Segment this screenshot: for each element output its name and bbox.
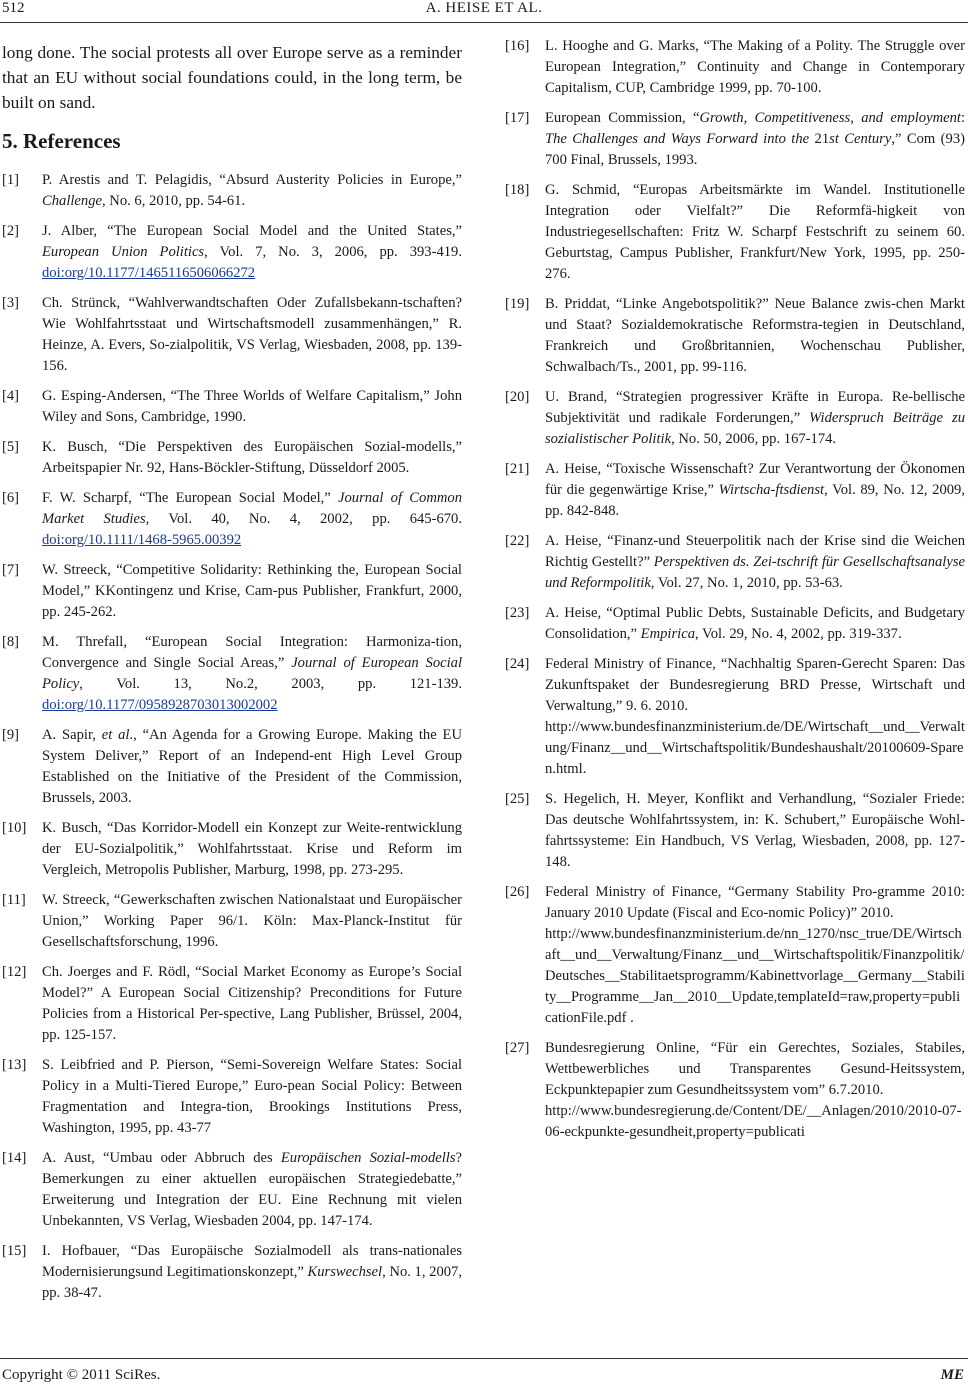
- reference-number: [20]: [505, 389, 530, 405]
- reference-number: [2]: [2, 223, 20, 239]
- reference-number: [10]: [2, 820, 27, 836]
- reference-number: [1]: [2, 172, 20, 188]
- reference-number: [15]: [2, 1243, 27, 1259]
- reference-item: [14] A. Aust, “Umbau oder Abbruch des Europäischen Sozial-modells? Bemerkungen zu einer aktuellen europäischen Strategiedebatte,” Erweiterung und Integration der EU. Eine Rechnung mit vielen Unbekannten, VS Verlag, Wiesbaden 2004, pp. 147-174.: [2, 1150, 462, 1229]
- reference-number: [7]: [2, 562, 20, 578]
- reference-number: [4]: [2, 388, 20, 404]
- reference-item: [20] U. Brand, “Strategien progressiver Kräfte in Europa. Re-bellische Subjektivität und radikale Forderungen,” Widerspruch Beiträge zu sozialistischer Politik, No. 50, 2006, pp. 167-174.: [505, 389, 965, 447]
- reference-item: [17] European Commission, “Growth, Competitiveness, and employment: The Challenges and Ways Forward into the 21st Century,” Com (93) 700 Final, Brussels, 1993.: [505, 110, 965, 168]
- reference-item: [8] M. Threfall, “European Social Integration: Harmoniza-tion, Convergence and Single Social Areas,” Journal of European Social Policy, Vol. 13, No.2, 2003, pp. 121-139. doi:org/10.1177/0958928703013002002: [2, 634, 463, 713]
- reference-number: [14]: [2, 1150, 27, 1166]
- reference-item: [27] Bundesregierung Online, “Für ein Gerechtes, Soziales, Stabiles, Wettbewerbliches und Transparentes Gesund-Heitssystem, Eckpunktepapier zum Gesundheitssystem vom” 6.7.2010. http://www.bundesregierung.de/Content/DE/__Anlagen/2010/2010-07-06-eckpunkte-gesundheit,property=publicati: [505, 1038, 965, 1143]
- copyright-notice: Copyright © 2011 SciRes.: [2, 1367, 161, 1383]
- reference-number: [23]: [505, 605, 530, 621]
- reference-number: [5]: [2, 439, 20, 455]
- reference-item: [13] S. Leibfried and P. Pierson, “Semi-Sovereign Welfare States: Social Policy in a Multi-Tiered Europe,” Euro-pean Social Policy: Between Fragmentation and Integra-tion, Brookings Institutions Press, Washington, 1995, pp. 43-77: [2, 1057, 462, 1136]
- url-link[interactable]: http://www.bundesregierung.de/Content/DE/__Anlagen/2010/2010-07-06-eckpunkte-gesundheit,property=publicati: [545, 1103, 962, 1140]
- reference-number: [11]: [2, 892, 26, 908]
- section-title: 5. References: [2, 129, 121, 153]
- page-number: 512: [2, 0, 25, 16]
- reference-item: [4] G. Esping-Andersen, “The Three Worlds of Welfare Capitalism,” John Wiley and Sons, Cambridge, 1990.: [2, 388, 462, 425]
- reference-item: [3] Ch. Strünck, “Wahlverwandtschaften Oder Zufallsbekann-tschaften? Wie Wohlfahrtsstaat und Wirtschaftsmodell zusammenhängen,” R. Heinze, A. Evers, So-zialpolitik, VS Verlag, Wiesbaden, 2008, pp. 139-156.: [2, 295, 462, 374]
- doi-link[interactable]: doi:org/10.1111/1468-5965.00392: [42, 532, 242, 548]
- reference-item: [16] L. Hooghe and G. Marks, “The Making of a Polity. The Struggle over European Integration,” Continuity and Change in Contemporary Capitalism, CUP, Cambridge 1999, pp. 70-100.: [505, 38, 965, 96]
- reference-item: [6] F. W. Scharpf, “The European Social Model,” Journal of Common Market Studies, Vol. 40, No. 4, 2002, pp. 645-670. doi:org/10.1111/1468-5965.00392: [2, 490, 463, 548]
- left-column: [2, 40, 462, 1313]
- doi-link[interactable]: doi:org/10.1177/0958928703013002002: [42, 697, 278, 713]
- page-footer: [0, 1358, 968, 1387]
- reference-item: [25] S. Hegelich, H. Meyer, Konflikt and Verhandlung, “Sozialer Friede: Das deutsche Wohlfahrtssystem, in: K. Schubert,” Europäische Wohl-fahrtssysteme: Ein Handbuch, VS Verlag, Wiesbaden, 2008, pp. 127-148.: [505, 791, 965, 870]
- intro-paragraph: long done. The social protests all over Europe serve as a reminder that an EU without social foundations could, in the long term, be built on sand.: [2, 43, 462, 112]
- reference-item: [22] A. Heise, “Finanz-und Steuerpolitik nach der Krise sind die Weichen Richtig Gestellt?” Perspektiven ds. Zei-tschrift für Gesellschaftsanalyse und Reformpolitik, Vol. 27, No. 1, 2010, pp. 53-63.: [505, 533, 965, 591]
- running-head: A. HEISE ET AL.: [425, 0, 543, 16]
- reference-number: [17]: [505, 110, 530, 126]
- reference-number: [19]: [505, 296, 530, 312]
- reference-item: [19] B. Priddat, “Linke Angebotspolitik?” Neue Balance zwis-chen Markt und Staat? Sozialdemokratische Reformstra-tegien in Deutschland, Frankreich und Großbritannien, Wochenschau Publisher, Schwalbach/Ts., 2001, pp. 99-116.: [505, 296, 965, 375]
- reference-number: [25]: [505, 791, 530, 807]
- reference-item: [10] K. Busch, “Das Korridor-Modell ein Konzept zur Weite-rentwicklung der EU-Sozialpolitik,” Wohlfahrtsstaat. Krise und Reform im Vergleich, Metropolis Publisher, Marburg, 1998, pp. 273-295.: [2, 820, 462, 878]
- reference-number: [27]: [505, 1040, 530, 1056]
- reference-item: [9] A. Sapir, et al., “An Agenda for a Growing Europe. Making the EU System Deliver,” Report of an Independ-ent High Level Group Established on the Initiative of the President of the Commission, Brussels, 2003.: [2, 727, 462, 806]
- reference-number: [16]: [505, 38, 530, 54]
- journal-abbreviation: ME: [940, 1367, 964, 1383]
- reference-number: [9]: [2, 727, 20, 743]
- url-link[interactable]: http://www.bundesfinanzministerium.de/nn_1270/nsc_true/DE/Wirtschaft__und__Verwaltung/Finanz__und__Wirtschaftspolitik/Finanzpolitik/Deutsches__Stabilitaetsprogramm/Kabinettvorlage__Germany__Stability__Programme__Jan__2010__Update,templateId=raw,property=publicationFile.pdf .: [545, 926, 965, 1026]
- reference-item: [24] Federal Ministry of Finance, “Nachhaltig Sparen-Gerecht Sparen: Das Zukunftspaket der Bundesregierung BRD Presse, Wirtschaft und Verwaltung,” 9. 6. 2010. http://www.bundesfinanzministerium.de/DE/Wirtschaft__und__Verwaltung/Finanz__und__Wirtschaftspolitik/Bundeshaushalt/20100609-Sparen.html.: [505, 654, 965, 780]
- reference-number: [6]: [2, 490, 20, 506]
- right-column: [505, 36, 965, 1152]
- reference-number: [26]: [505, 884, 530, 900]
- reference-item: [23] A. Heise, “Optimal Public Debts, Sustainable Deficits, and Budgetary Consolidation,” Empirica, Vol. 29, No. 4, 2002, pp. 319-337.: [505, 605, 965, 642]
- reference-number: [18]: [505, 182, 530, 198]
- reference-item: [11] W. Streeck, “Gewerkschaften zwischen Nationalstaat und Europäischer Union,” Working Paper 96/1. Köln: Max-Planck-Institut für Gesellschaftsforschung, 1996.: [2, 892, 462, 950]
- reference-item: [26] Federal Ministry of Finance, “Germany Stability Pro-gramme 2010: January 2010 Update (Fiscal and Eco-nomic Policy)” 2010. http://www.bundesfinanzministerium.de/nn_1270/nsc_true/DE/Wirtschaft__und__Verwaltung/Finanz__und__Wirtschaftspolitik/Finanzpolitik/Deutsches__Stabilitaetsprogramm/Kabinettvorlage__Germany__Stability__Programme__Jan__2010__Update,templateId=raw,property=publicationFile.pdf .: [505, 882, 965, 1029]
- reference-item: [15] I. Hofbauer, “Das Europäische Sozialmodell als trans-nationales Modernisierungsund Legitimationskonzept,” Kurswechsel, No. 1, 2007, pp. 38-47.: [2, 1243, 462, 1301]
- reference-item: [18] G. Schmid, “Europas Arbeitsmärkte im Wandel. Institutionelle Integration oder Vielfalt?” Die Reformfä-higkeit von Industriegesellschaften: Fritz W. Scharpf Festschrift zu seinem 60. Geburtstag, Campus Publisher, Frankfurt/New York, 1995, pp. 250-276.: [505, 182, 965, 282]
- reference-number: [22]: [505, 533, 530, 549]
- reference-item: [21] A. Heise, “Toxische Wissenschaft? Zur Verantwortung der Ökonomen für die gegenwärtige Krise,” Wirtscha-ftsdienst, Vol. 89, No. 12, 2009, pp. 842-848.: [505, 461, 965, 519]
- url-link[interactable]: http://www.bundesfinanzministerium.de/DE/Wirtschaft__und__Verwaltung/Finanz__und__Wirtschaftspolitik/Bundeshaushalt/20100609-Sparen.html.: [545, 719, 965, 777]
- reference-item: [5] K. Busch, “Die Perspektiven des Europäischen Sozial-modells,” Arbeitspapier Nr. 92, Hans-Böckler-Stiftung, Düsseldorf 2005.: [2, 439, 462, 476]
- page-header: [0, 0, 968, 23]
- reference-number: [3]: [2, 295, 20, 311]
- reference-item: [2] J. Alber, “The European Social Model and the United States,” European Union Politics, Vol. 7, No. 3, 2006, pp. 393-419. doi:org/10.1177/1465116506066272: [2, 223, 463, 281]
- reference-number: [13]: [2, 1057, 27, 1073]
- reference-item: [1] P. Arestis and T. Pelagidis, “Absurd Austerity Policies in Europe,” Challenge, No. 6, 2010, pp. 54-61.: [2, 172, 462, 209]
- reference-number: [8]: [2, 634, 20, 650]
- reference-number: [24]: [505, 656, 530, 672]
- reference-number: [21]: [505, 461, 530, 477]
- reference-item: [7] W. Streeck, “Competitive Solidarity: Rethinking the, European Social Model,” KKontingenz und Krise, Cam-pus Publisher, Frankfurt, 2000, pp. 245-262.: [2, 562, 462, 620]
- reference-number: [12]: [2, 964, 27, 980]
- reference-item: [12] Ch. Joerges and F. Rödl, “Social Market Economy as Europe’s Social Model?” A European Social Citizenship? Preconditions for Future Policies from a Historical Per-spective, Lang Publisher, Brüssel, 2004, pp. 125-157.: [2, 964, 462, 1043]
- doi-link[interactable]: doi:org/10.1177/1465116506066272: [42, 265, 256, 281]
